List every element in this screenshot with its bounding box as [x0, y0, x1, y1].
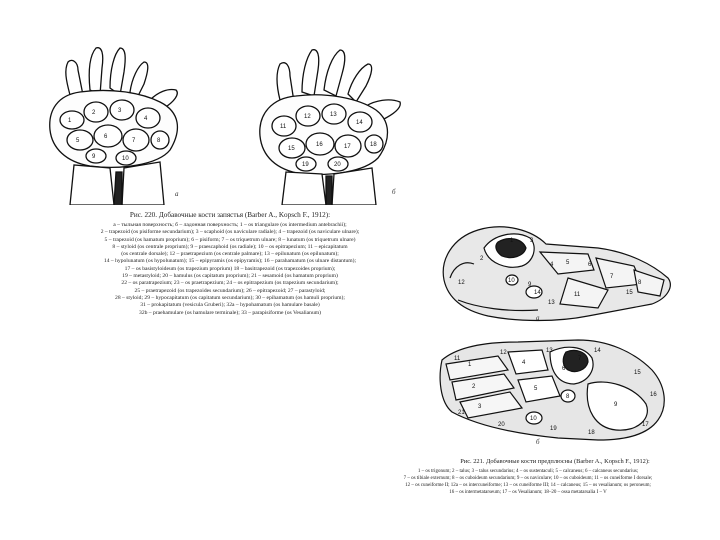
svg-text:10: 10 — [530, 416, 537, 422]
svg-text:16: 16 — [316, 142, 323, 148]
svg-text:10: 10 — [122, 156, 129, 162]
svg-text:4: 4 — [522, 360, 526, 366]
hand-caption-line: 8 – styloid (os centrale proprium); 9 – praescaphoid (os radiale); 10 – os epitrapezium; 11 – epicapitatum — [112, 243, 348, 250]
svg-text:13: 13 — [546, 348, 553, 354]
svg-text:6: 6 — [104, 134, 108, 140]
hand-caption-line: 22 – os paratrapezium; 23 – os praetrapezium; 24 – os epitrapezium (os trapezium secundarium); — [121, 280, 339, 287]
svg-text:18: 18 — [588, 430, 595, 436]
svg-text:9: 9 — [614, 402, 618, 408]
foot-drawing-a — [438, 208, 676, 326]
svg-text:5: 5 — [534, 386, 538, 392]
svg-text:12: 12 — [304, 114, 311, 120]
hand-caption-line: (os centrale dorsale); 12 – praetrapezium (os centrale palmare); 13 – epilunatum (os epilunatum); — [121, 251, 339, 258]
svg-text:14: 14 — [594, 348, 601, 354]
foot-caption-line: 16 – os intermetatarseum; 17 – os Vesalianum; 18–20 – ossa metatarsalia I – V — [449, 490, 607, 495]
svg-text:13: 13 — [330, 112, 337, 118]
svg-text:15: 15 — [634, 370, 641, 376]
svg-text:16: 16 — [650, 392, 657, 398]
svg-text:15: 15 — [626, 290, 633, 296]
foot-panel-a-label: а — [536, 314, 540, 322]
svg-text:7: 7 — [610, 274, 614, 280]
svg-text:14: 14 — [534, 290, 541, 296]
foot-caption-line: 12 – os cuneiforme II; 12a – os intercuneiforme; 13 – os cuneiforme III; 14 – calcaneus; 15 – os vesalianum; os peroneum; — [405, 483, 651, 488]
hand-panel-a-label: а — [175, 190, 179, 198]
svg-text:2: 2 — [480, 256, 484, 262]
hand-caption-line: 14 – hypolunatum (os hypolunatum); 15 – epipyramis (os epipyramis); 16 – parahamatum (os ulnare distantum); — [103, 258, 357, 265]
foot-panel-b-label: б — [536, 438, 540, 446]
svg-text:17: 17 — [344, 144, 351, 150]
svg-text:15: 15 — [288, 146, 295, 152]
hand-drawing — [40, 40, 420, 205]
hand-panel-b-label: б — [392, 188, 396, 196]
svg-text:5: 5 — [76, 138, 80, 144]
svg-text:9: 9 — [92, 154, 96, 160]
foot-caption-title: Рис. 221. Добавочные кости предплюсны (Barber A., Kopsch F., 1912): — [460, 458, 650, 465]
foot-illustration-a — [438, 208, 676, 326]
hand-illustration — [40, 40, 420, 205]
svg-text:6: 6 — [562, 366, 566, 372]
svg-text:19: 19 — [550, 426, 557, 432]
svg-text:3: 3 — [530, 238, 534, 244]
svg-text:5: 5 — [566, 260, 570, 266]
svg-text:1: 1 — [510, 238, 514, 244]
hand-caption-line: 31 – prokapitatum (vesicula Gruberi); 32a – hypohamatum (os hamulare basale) — [140, 302, 320, 309]
hand-caption-line: 25 – praetrapezoid (os trapezoides secundarium); 26 – epitrapezoid; 27 – parastyloid; — [134, 287, 326, 294]
svg-text:8: 8 — [638, 280, 642, 286]
foot-drawing-b — [438, 330, 676, 448]
svg-text:13: 13 — [548, 300, 555, 306]
hand-caption-line: 19 – metastyloid; 20 – hamulus (os capitatum proprium); 21 – sesamoid (os hamatum proprium) — [122, 273, 338, 280]
svg-text:18: 18 — [370, 142, 377, 148]
hand-caption-line: 17 – os basistyloideum (os trapezium proprium) 18 – basitrapezoid (os trapezoides proprium); — [124, 265, 336, 272]
svg-text:6: 6 — [588, 262, 592, 268]
foot-caption-line: 1 – os trigonum; 2 – talus; 3 – talus secundarius; 4 – os sustentaculi; 5 – calcaneus; 6 – calcaneus secundarius; — [417, 469, 639, 474]
svg-text:19: 19 — [302, 162, 309, 168]
svg-text:21: 21 — [458, 410, 465, 416]
hand-caption-line: 32b – praehamulare (os hamulare terminale); 33 – parapisiforme (os Vesalianum) — [139, 309, 321, 316]
svg-text:1: 1 — [468, 362, 472, 368]
svg-text:3: 3 — [478, 404, 482, 410]
svg-text:11: 11 — [574, 292, 581, 298]
svg-text:20: 20 — [498, 422, 505, 428]
svg-text:7: 7 — [578, 356, 582, 362]
svg-text:12: 12 — [458, 280, 465, 286]
svg-text:10: 10 — [508, 278, 515, 284]
svg-text:8: 8 — [566, 394, 570, 400]
hand-caption-line: 2 – trapezoid (os pisiforme secundarium); 3 – scaphoid (os naviculare radiale); 4 – trapezoid (os naviculare ulnare); — [100, 229, 360, 236]
svg-text:2: 2 — [472, 384, 476, 390]
svg-text:20: 20 — [334, 162, 341, 168]
svg-text:14: 14 — [356, 120, 363, 126]
svg-text:11: 11 — [280, 124, 287, 130]
foot-caption-line: 7 – os tibiale externum; 8 – os cuboideum secundarium; 9 – os naviculare; 10 – os cuboideum; 11 – os cuneiforme I dorsale; — [403, 476, 653, 481]
svg-text:1: 1 — [68, 118, 72, 124]
svg-text:4: 4 — [144, 116, 148, 122]
hand-caption-title: Рис. 220. Добавочные кости запястья (Barber A., Kopsch F., 1912): — [129, 211, 331, 219]
svg-text:7: 7 — [132, 138, 136, 144]
hand-caption-line: 28 – styloid; 29 – hypocapitatum (os capitatum secundarium); 30 – epihamatum (os hamuli proprium); — [115, 294, 345, 301]
foot-illustration-b — [438, 330, 676, 448]
hand-caption-line: а – тыльная поверхность; б – ладонная поверхность; 1 – os triangulare (os intermedium antebrachii); — [113, 222, 347, 228]
svg-text:3: 3 — [118, 108, 122, 114]
svg-text:11: 11 — [454, 356, 461, 362]
svg-text:4: 4 — [550, 262, 554, 268]
foot-caption-body — [368, 468, 688, 496]
svg-text:12: 12 — [500, 350, 507, 356]
hand-caption-line: 5 – trapezoid (os hamatum proprium); 6 – pisiform; 7 – os triquetrum ulnare; 8 – lunatum (os triquetrum ulnare) — [104, 236, 356, 243]
svg-text:8: 8 — [157, 138, 161, 144]
hand-caption-body — [30, 222, 430, 317]
svg-text:17: 17 — [642, 422, 649, 428]
svg-text:2: 2 — [92, 110, 96, 116]
svg-text:9: 9 — [528, 282, 532, 288]
